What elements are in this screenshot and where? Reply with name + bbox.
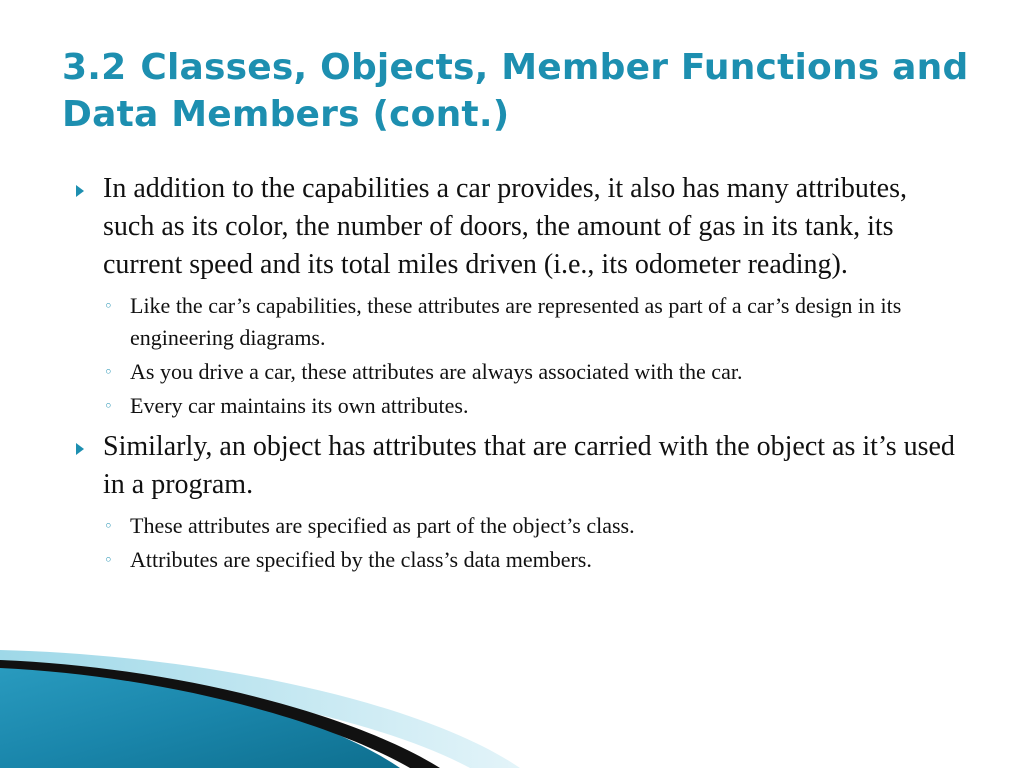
sub-bullet-text: Every car maintains its own attributes. [130, 393, 469, 418]
circle-bullet-icon: ◦ [104, 551, 113, 569]
sub-bullet-text: These attributes are specified as part of the object’s class. [130, 513, 635, 538]
bullet-text: Similarly, an object has attributes that are carried with the object as it’s used in a program. [103, 431, 955, 500]
title-text: Classes, Objects, Member Functions and Data Members (cont.) [62, 47, 969, 135]
sub-bullet-text: Attributes are specified by the class’s data members. [130, 547, 592, 572]
bullet-text: In addition to the capabilities a car provides, it also has many attributes, such as its color, the number of doors, the amount of gas in its tank, its current speed and its total miles driven (i.e., its odometer reading). [103, 173, 908, 280]
sub-bullet-text: Like the car’s capabilities, these attributes are represented as part of a car’s design in its engineering diagrams. [130, 293, 902, 350]
circle-bullet-icon: ◦ [104, 397, 113, 415]
circle-bullet-icon: ◦ [104, 517, 113, 535]
circle-bullet-icon: ◦ [104, 363, 113, 381]
title-number: 3.2 [62, 47, 127, 88]
sub-bullet-text: As you drive a car, these attributes are always associated with the car. [130, 359, 743, 384]
circle-bullet-icon: ◦ [104, 297, 113, 315]
